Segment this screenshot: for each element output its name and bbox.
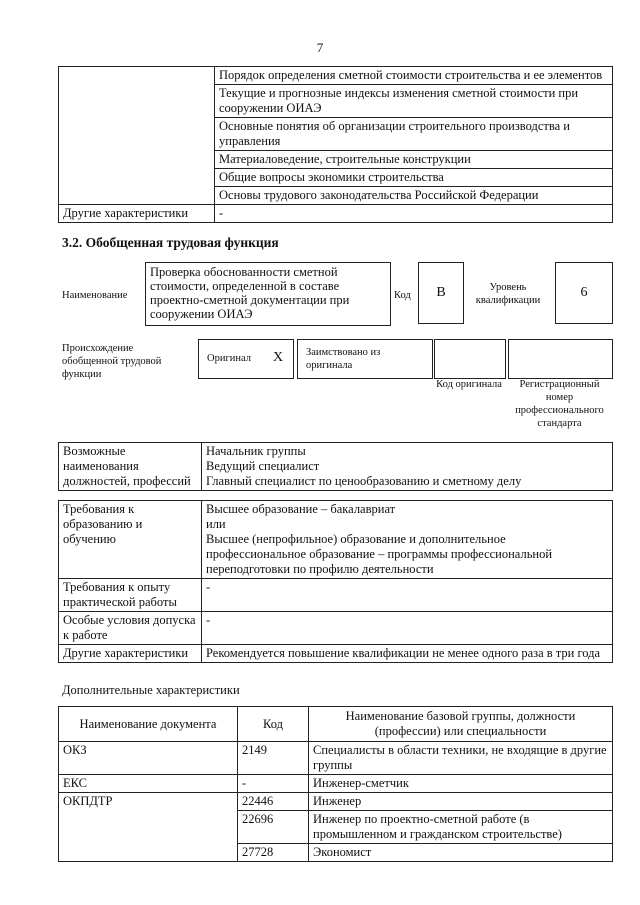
name-cell: Специалисты в области техники, не входящие в другие группы bbox=[309, 742, 613, 775]
header-code: Код bbox=[238, 707, 309, 742]
doc-cell: ЕКС bbox=[59, 775, 238, 793]
page-number: 7 bbox=[316, 40, 324, 55]
name-cell: Экономист bbox=[309, 844, 613, 862]
additional-table bbox=[58, 706, 613, 862]
education-line: или bbox=[206, 517, 226, 531]
original-code-box bbox=[434, 339, 506, 379]
code-box bbox=[418, 262, 464, 324]
knowledge-item: Материаловедение, строительные конструкции bbox=[215, 151, 613, 169]
education-line: Высшее (непрофильное) образование и дополнительное профессиональное образование – программы профессиональной переподготовки по профилю деятельности bbox=[206, 532, 553, 576]
section-title: 3.2. Обобщенная трудовая функция bbox=[62, 235, 279, 250]
registration-number-box bbox=[508, 339, 613, 379]
position-item: Главный специалист по ценообразованию и сметному делу bbox=[206, 474, 522, 488]
knowledge-item: Порядок определения сметной стоимости строительства и ее элементов bbox=[215, 67, 613, 85]
table-row bbox=[59, 793, 613, 811]
code-label: Код bbox=[394, 290, 411, 301]
original-code-caption: Код оригинала bbox=[436, 379, 502, 390]
other-value: Рекомендуется повышение квалификации не менее одного раза в три года bbox=[202, 645, 613, 663]
name-cell: Инженер bbox=[309, 793, 613, 811]
level-label: Уровень квалификации bbox=[475, 282, 541, 306]
table-row bbox=[59, 742, 613, 775]
requirements-table bbox=[58, 500, 613, 663]
conditions-label: Особые условия допуска к работе bbox=[59, 612, 202, 645]
borrowed-box bbox=[297, 339, 433, 379]
education-values bbox=[202, 501, 613, 579]
experience-value: - bbox=[202, 579, 613, 612]
other-characteristics-value: - bbox=[215, 205, 613, 223]
positions-table bbox=[58, 442, 613, 491]
doc-cell: ОКЗ bbox=[59, 742, 238, 775]
other-characteristics-label: Другие характеристики bbox=[59, 205, 215, 223]
experience-label: Требования к опыту практической работы bbox=[59, 579, 202, 612]
registration-caption: Регистрационный номер профессионального стандарта bbox=[515, 379, 604, 429]
positions-label: Возможные наименования должностей, профессий bbox=[59, 443, 202, 491]
function-name-value: Проверка обоснованности сметной стоимости, определенной в составе проектно-сметной документации при сооружении ОИАЭ bbox=[150, 265, 350, 321]
original-label: Оригинал bbox=[207, 353, 251, 364]
code-cell: 27728 bbox=[238, 844, 309, 862]
level-box bbox=[555, 262, 613, 324]
other-label: Другие характеристики bbox=[59, 645, 202, 663]
header-document: Наименование документа bbox=[59, 707, 238, 742]
knowledge-item: Текущие и прогнозные индексы изменения сметной стоимости при сооружении ОИАЭ bbox=[215, 85, 613, 118]
function-name-label: Наименование bbox=[62, 290, 128, 301]
knowledge-item: Общие вопросы экономики строительства bbox=[215, 169, 613, 187]
position-item: Начальник группы bbox=[206, 444, 306, 458]
name-cell: Инженер-сметчик bbox=[309, 775, 613, 793]
conditions-value: - bbox=[202, 612, 613, 645]
origin-label: Происхождение обобщенной трудовой функции bbox=[62, 343, 162, 380]
position-item: Ведущий специалист bbox=[206, 459, 320, 473]
knowledge-item: Основы трудового законодательства Российской Федерации bbox=[215, 187, 613, 205]
code-cell: - bbox=[238, 775, 309, 793]
code-cell: 2149 bbox=[238, 742, 309, 775]
code-cell: 22446 bbox=[238, 793, 309, 811]
code-cell: 22696 bbox=[238, 811, 309, 844]
doc-cell: ОКПДТР bbox=[59, 793, 238, 862]
code-value: B bbox=[436, 285, 446, 300]
education-label: Требования к образованию и обучению bbox=[59, 501, 202, 579]
function-name-box bbox=[145, 262, 391, 326]
additional-title: Дополнительные характеристики bbox=[62, 683, 240, 697]
table-row bbox=[59, 775, 613, 793]
name-cell: Инженер по проектно-сметной работе (в промышленном и гражданском строительстве) bbox=[309, 811, 613, 844]
borrowed-label: Заимствовано из оригинала bbox=[306, 347, 381, 371]
knowledge-table bbox=[58, 66, 613, 223]
level-value: 6 bbox=[580, 285, 588, 300]
original-box bbox=[198, 339, 294, 379]
header-name: Наименование базовой группы, должности (профессии) или специальности bbox=[309, 707, 613, 742]
education-line: Высшее образование – бакалавриат bbox=[206, 502, 396, 516]
original-mark: X bbox=[273, 350, 284, 365]
positions-values bbox=[202, 443, 613, 491]
knowledge-item: Основные понятия об организации строительного производства и управления bbox=[215, 118, 613, 151]
knowledge-label-cell bbox=[59, 67, 215, 205]
